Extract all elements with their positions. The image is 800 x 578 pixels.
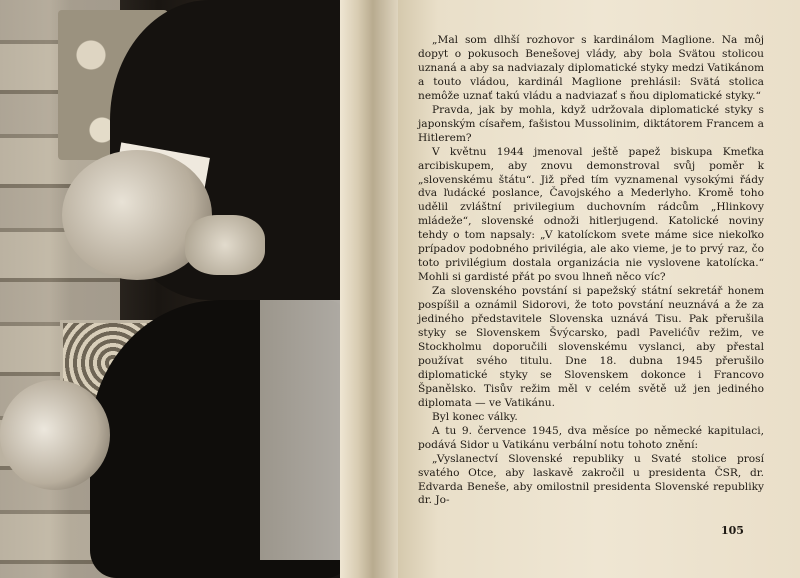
paragraph: Byl konec války.: [432, 410, 518, 423]
paragraph: „Vyslanectví Slovenské republiky u Svaté stolice prosí svatého Otce, aby laskavě zakročil u presidenta ČSR, dr. Edvarda Beneše, aby omilostnil presidenta Slovenské republiky dr. Jo-: [418, 452, 764, 507]
paragraph: Za slovenského povstání si papežský státní sekretář honem pospíšil a oznámil Sidorovi, že toto povstání neuznává a že za jediného představitele Slovenska uznává Tisu. Pak přerušila styky se Slovenskem Švýcarsko, padl Pavelićův režim, ve Stockholmu doporučili slovenskému vyslanci, aby přestal používat svého titulu. Dne 18. dubna 1945 přerušilo diplomatické styky se Slovenskem dokonce i Francovo Španělsko. Tisův režim měl v celém světě už jen jediného diplomata — ve Vatikánu.: [418, 285, 764, 409]
body-text: [418, 34, 764, 508]
paragraph: V květnu 1944 jmenoval ještě papež biskupa Kmeťka arcibiskupem, aby znovu demonstroval svůj poměr k „slovenskému štátu“. Již před tím vyznamenal vysokými řády dva ľudácké poslance, Čavojského a Mederlyho. Kromě toho udělil zvláštní privilegium duchovním rádcům „Hlinkovy mládeže“, slovenské odnoži hitlerjugend. Katolické noviny tehdy o tom napsaly: „V katolíckom svete máme sice niekoľko prípadov podobného privilégia, ale ako vieme, je to prvý raz, čo toto privilégium dostala organizácia nie vyslovene katolícka.“ Mohli si gardisté přát po svou lhneň něco víc?: [418, 145, 764, 284]
photo-head-man: [0, 380, 110, 490]
photo-hands: [185, 215, 265, 275]
book-gutter: [340, 0, 400, 578]
paragraph: Pravda, jak by mohla, když udržovala diplomatické styky s japonským císařem, fašistou Mussolinim, diktátorem Francem a Hitlerem?: [418, 103, 764, 144]
photograph-page: [0, 0, 352, 578]
page-number: 105: [721, 524, 744, 537]
text-page: [398, 0, 800, 578]
paragraph: „Mal som dlhší rozhovor s kardinálom Maglione. Na môj dopyt o pokusoch Benešovej vlády, aby bola Svätou stolicou uznaná a aby sa nadviazaly diplomatické styky medzi Vatikánom a touto vládou, kardinál Maglione prehlásil: Svätá stolica nemôže uznať takú vládu a nadviazať s ňou diplomatické styky.“: [418, 34, 764, 102]
paragraph: A tu 9. července 1945, dva měsíce po německé kapitulaci, podává Sidor u Vatikánu verbální notu tohoto znění:: [418, 424, 764, 451]
photo-shirt: [260, 300, 340, 560]
